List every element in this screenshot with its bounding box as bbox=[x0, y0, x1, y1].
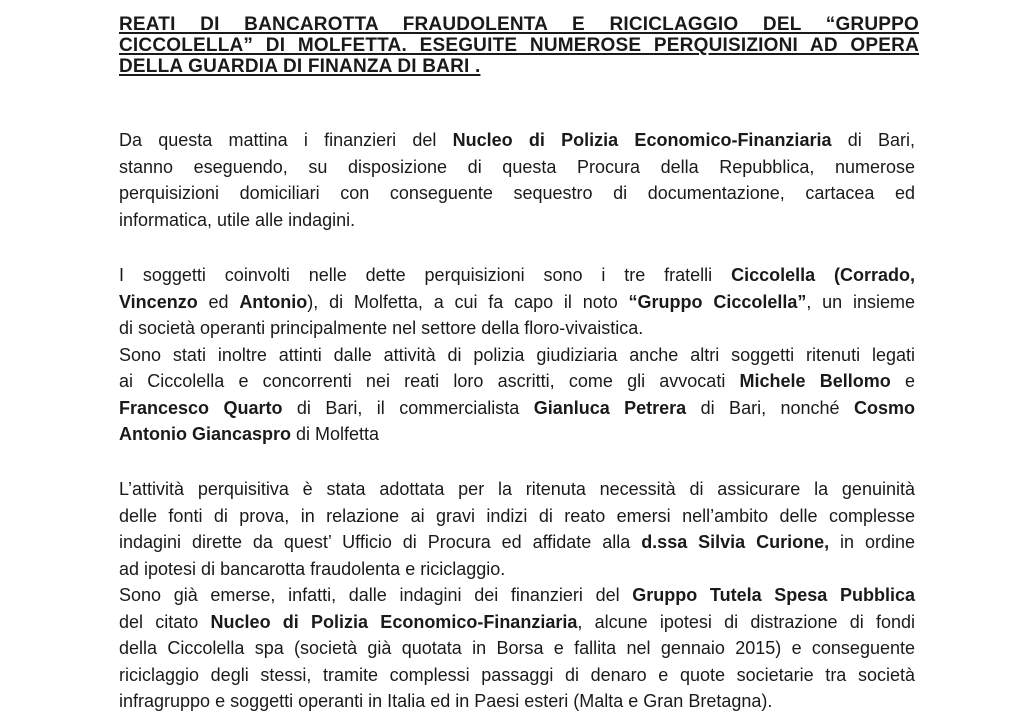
text-line: ai Ciccolella e concorrenti nei reati loro ascritti, come gli avvocati Michele Bellomo e bbox=[119, 371, 916, 391]
text-line: Francesco Quarto di Bari, il commercialista Gianluca Petrera di Bari, nonché Cosmo bbox=[119, 397, 916, 418]
highlight-cosmo: Cosmo bbox=[854, 397, 916, 418]
highlight-ciccolella: Ciccolella (Corrado, bbox=[731, 265, 916, 285]
text-line: I soggetti coinvolti nelle dette perquisizioni sono i tre fratelli Ciccolella (Corrado, bbox=[119, 265, 916, 285]
paragraph-1 bbox=[119, 127, 915, 233]
text-line: Sono stati inoltre attinti dalle attività di polizia giudiziaria anche altri soggetti ritenuti legati bbox=[119, 344, 915, 365]
text-line: Antonio Giancaspro di Molfetta bbox=[119, 424, 380, 444]
highlight-antonio: Antonio bbox=[239, 291, 308, 312]
title-line: REATI DI BANCAROTTA FRAUDOLENTA E RICICLAGGIO DEL “GRUPPO bbox=[119, 14, 919, 35]
highlight-vincenzo: Vincenzo bbox=[119, 291, 198, 312]
text-line: di società operanti principalmente nel settore della floro-vivaistica. bbox=[119, 318, 644, 338]
text-line: riciclaggio degli stessi, tramite complessi passaggi di denaro e quote societarie tra società bbox=[119, 664, 915, 685]
highlight-nucleo: Nucleo di Polizia Economico-Finanziaria bbox=[452, 130, 832, 150]
text-line: delle fonti di prova, in relazione ai gravi indizi di reato emersi nell’ambito delle complesse bbox=[119, 505, 915, 526]
text-line: infragruppo e soggetti operanti in Italia ed in Paesi esteri (Malta e Gran Bretagna). bbox=[119, 691, 773, 711]
text-line: Da questa mattina i finanzieri del Nucleo di Polizia Economico-Finanziaria di Bari, bbox=[119, 130, 915, 150]
paragraph-3 bbox=[119, 476, 915, 715]
text-line: informatica, utile alle indagini. bbox=[119, 209, 356, 230]
text-line: ad ipotesi di bancarotta fraudolenta e riciclaggio. bbox=[119, 558, 506, 579]
highlight-giancaspro: Antonio Giancaspro bbox=[119, 424, 292, 444]
title-line: CICCOLELLA” DI MOLFETTA. ESEGUITE NUMEROSE PERQUISIZIONI AD OPERA bbox=[119, 35, 919, 56]
document-title bbox=[119, 14, 919, 77]
text-line: perquisizioni domiciliari con conseguente sequestro di documentazione, cartacea ed bbox=[119, 183, 915, 203]
highlight-curione: d.ssa Silvia Curione, bbox=[641, 532, 830, 552]
paragraph-2 bbox=[119, 262, 915, 448]
text-line: indagini dirette da quest’ Ufficio di Procura ed affidate alla d.ssa Silvia Curione, in ordine bbox=[119, 532, 915, 552]
text-line: L’attività perquisitiva è stata adottata per la ritenuta necessità di assicurare la genuinità bbox=[119, 479, 915, 499]
text-line: Sono già emerse, infatti, dalle indagini dei finanzieri del Gruppo Tutela Spesa Pubblica bbox=[119, 585, 915, 605]
highlight-petrera: Gianluca Petrera bbox=[533, 397, 687, 418]
text-line: stanno eseguendo, su disposizione di questa Procura della Repubblica, numerose bbox=[119, 156, 915, 177]
text-line: del citato Nucleo di Polizia Economico-Finanziaria, alcune ipotesi di distrazione di fondi bbox=[119, 611, 915, 632]
text-line: Vincenzo ed Antonio), di Molfetta, a cui fa capo il noto “Gruppo Ciccolella”, un insieme bbox=[119, 291, 916, 312]
highlight-gruppo-tutela: Gruppo Tutela Spesa Pubblica bbox=[632, 585, 915, 605]
highlight-quarto: Francesco Quarto bbox=[119, 397, 283, 418]
highlight-gruppo: “Gruppo Ciccolella” bbox=[628, 291, 807, 312]
highlight-nucleo: Nucleo di Polizia Economico-Finanziaria bbox=[210, 611, 578, 632]
text-line: della Ciccolella spa (società già quotata in Borsa e fallita nel gennaio 2015) e conseguente bbox=[119, 638, 915, 658]
title-line: DELLA GUARDIA DI FINANZA DI BARI . bbox=[119, 56, 481, 77]
highlight-bellomo: Michele Bellomo bbox=[739, 371, 891, 391]
